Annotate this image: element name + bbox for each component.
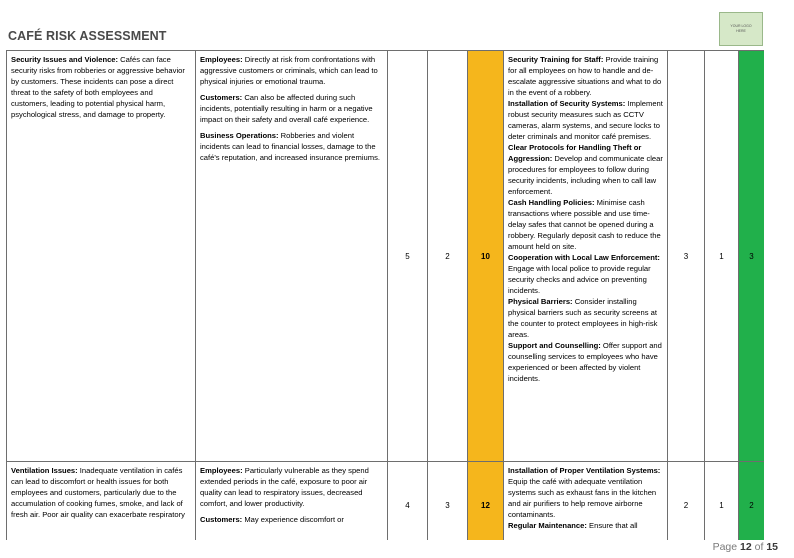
control-label: Support and Counselling: <box>508 341 601 350</box>
control-label: Regular Maintenance: <box>508 521 587 530</box>
hazard-title: Ventilation Issues: <box>11 466 78 475</box>
control-label: Installation of Security Systems: <box>508 99 626 108</box>
control-text: Consider installing physical barriers such as security screens at the counter to protect employees in high-risk areas. <box>508 297 658 339</box>
severity-cell: 3 <box>428 462 468 541</box>
harm-text: Robberies and violent incidents can lead to financial losses, damage to the café's reputation, and increased insurance premiums. <box>200 131 380 162</box>
severity-cell: 2 <box>428 51 468 462</box>
residual-risk-cell: 3 <box>739 51 765 462</box>
control-text: Offer support and counselling services to employees who have experienced or been affected by violent incidents. <box>508 341 662 383</box>
control-label: Cash Handling Policies: <box>508 198 595 207</box>
hazard-cell <box>7 462 196 541</box>
hazard-cell <box>7 51 196 462</box>
hazard-title: Security Issues and Violence: <box>11 55 119 64</box>
table-row <box>7 51 765 462</box>
logo-text-line2: HERE <box>736 29 746 33</box>
control-text: Engage with local police to provide regular security checks and advice on preventing incidents. <box>508 264 651 295</box>
page-current: 12 <box>740 541 752 553</box>
control-text: Develop and communicate clear procedures for employees to follow during security incidents, including when to call law enforcement. <box>508 154 663 196</box>
residual-likelihood-cell: 2 <box>668 462 705 541</box>
harm-text: May experience discomfort or <box>242 515 344 524</box>
control-label: Security Training for Staff: <box>508 55 604 64</box>
residual-risk-cell: 2 <box>739 462 765 541</box>
control-text: Implement robust security measures such as CCTV cameras, alarm systems, and secure locks to deter criminals and monitor café premises. <box>508 99 663 141</box>
risk-rating-cell: 12 <box>468 462 504 541</box>
hazard-text: Cafés can face security risks from robberies or aggressive behavior by customers. These incidents can pose a direct threat to the safety of both employees and customers, leading to potential physical harm, psychological stress, and damage to property. <box>11 55 185 119</box>
controls-cell <box>504 51 668 462</box>
harm-cell <box>196 51 388 462</box>
hazard-text: Inadequate ventilation in cafés can lead to discomfort or health issues for both employees and customers, particularly due to the accumulation of cooking fumes, smoke, and lack of fresh air. Poor air quality can exacerbate respiratory <box>11 466 185 519</box>
risk-table <box>6 50 764 540</box>
controls-cell <box>504 462 668 541</box>
page-total: 15 <box>766 541 778 553</box>
residual-severity-cell: 1 <box>705 51 739 462</box>
page-title: CAFÉ RISK ASSESSMENT <box>8 29 167 43</box>
control-text: Provide training for all employees on how to handle and de-escalate aggressive situations and what to do in the event of a robbery. <box>508 55 662 97</box>
control-label: Clear Protocols for Handling Theft or Aggression: <box>508 143 642 163</box>
harm-cell <box>196 462 388 541</box>
harm-text: Directly at risk from confrontations with aggressive customers or criminals, which can lead to physical injuries or emotional trauma. <box>200 55 378 86</box>
residual-severity-cell: 1 <box>705 462 739 541</box>
harm-label: Employees: <box>200 466 243 475</box>
page-number <box>713 541 778 553</box>
harm-label: Customers: <box>200 93 243 102</box>
risk-rating-cell: 10 <box>468 51 504 462</box>
control-label: Installation of Proper Ventilation Systems: <box>508 466 661 475</box>
control-label: Physical Barriers: <box>508 297 573 306</box>
harm-text: Can also be affected during such incidents, potentially resulting in harm or a negative impact on their safety and overall café experience. <box>200 93 373 124</box>
page-of: of <box>754 541 764 553</box>
control-text: Equip the café with adequate ventilation systems such as exhaust fans in the kitchen and air purifiers to help remove airborne contaminants. <box>508 477 657 519</box>
harm-text: Particularly vulnerable as they spend extended periods in the café, exposure to poor air quality can lead to respiratory issues, decreased comfort, and lower productivity. <box>200 466 369 508</box>
risk-table-container <box>6 50 764 540</box>
likelihood-cell: 4 <box>388 462 428 541</box>
harm-label: Employees: <box>200 55 243 64</box>
logo-placeholder <box>719 12 763 46</box>
residual-likelihood-cell: 3 <box>668 51 705 462</box>
logo-text-line1: YOUR LOGO <box>730 24 752 28</box>
harm-label: Customers: <box>200 515 243 524</box>
control-text: Ensure that all <box>586 521 638 530</box>
table-row <box>7 462 765 541</box>
likelihood-cell: 5 <box>388 51 428 462</box>
page-word: Page <box>712 541 738 553</box>
control-text: Minimise cash transactions where possible and use time-delay safes that cannot be opened during a robbery. Regularly deposit cash to reduce the amount held on site. <box>508 198 661 251</box>
harm-label: Business Operations: <box>200 131 279 140</box>
control-label: Cooperation with Local Law Enforcement: <box>508 253 660 262</box>
